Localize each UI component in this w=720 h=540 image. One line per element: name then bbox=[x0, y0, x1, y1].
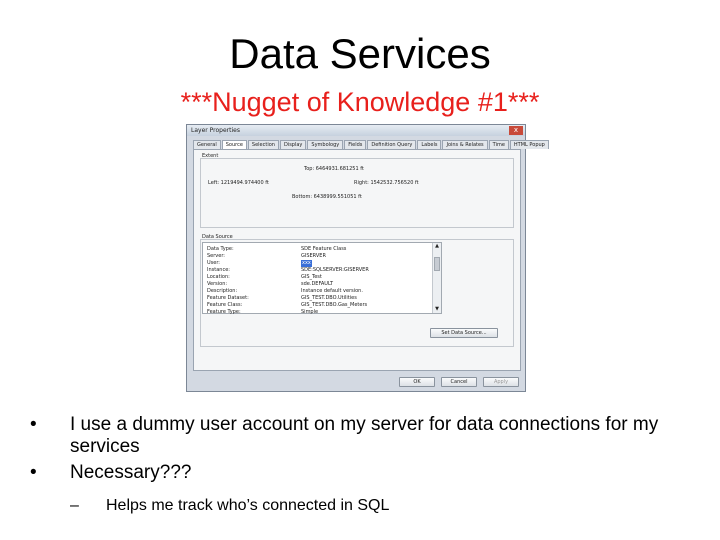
bullet-item bbox=[26, 414, 706, 458]
apply-button[interactable]: Apply bbox=[483, 377, 519, 387]
bullet-glyph: • bbox=[30, 462, 37, 483]
tab-general[interactable]: General bbox=[193, 140, 221, 149]
sub-bullet-text: Helps me track who’s connected in SQL bbox=[106, 497, 390, 514]
data-source-label: Data Source bbox=[202, 234, 233, 240]
list-item: Feature Class: GIS_TEST.DBO.Gas_Meters bbox=[207, 302, 368, 308]
list-item: Feature Dataset: GIS_TEST.DBO.Utilities bbox=[207, 295, 357, 301]
tab-selection[interactable]: Selection bbox=[248, 140, 279, 149]
set-data-source-button[interactable]: Set Data Source... bbox=[430, 328, 498, 338]
sub-bullet-dash: – bbox=[70, 497, 79, 514]
list-item: User: xxx bbox=[207, 260, 311, 266]
extent-top: Top: 6464931.681251 ft bbox=[304, 166, 364, 172]
dialog-title: Layer Properties bbox=[191, 127, 240, 134]
tab-source[interactable]: Source bbox=[222, 140, 247, 150]
list-item: Description: Instance default version. bbox=[207, 288, 363, 294]
data-source-list[interactable] bbox=[202, 242, 442, 314]
tab-joins-relates[interactable]: Joins & Relates bbox=[442, 140, 487, 149]
tab-display[interactable]: Display bbox=[280, 140, 306, 149]
tab-symbology[interactable]: Symbology bbox=[307, 140, 343, 149]
list-item: Version: sde.DEFAULT bbox=[207, 281, 334, 287]
source-panel bbox=[193, 149, 521, 371]
scroll-thumb[interactable] bbox=[434, 257, 440, 271]
dialog-titlebar bbox=[187, 125, 525, 136]
bullet-text: I use a dummy user account on my server for data connections for my services bbox=[70, 414, 659, 457]
list-item: Location: GIS_Test bbox=[207, 274, 322, 280]
layer-properties-dialog bbox=[186, 124, 545, 392]
tab-definition-query[interactable]: Definition Query bbox=[367, 140, 416, 149]
list-scrollbar[interactable] bbox=[432, 243, 441, 313]
extent-bottom: Bottom: 6438999.551051 ft bbox=[292, 194, 362, 200]
slide-title: Data Services bbox=[229, 30, 491, 77]
ok-button[interactable]: OK bbox=[399, 377, 435, 387]
extent-label: Extent bbox=[202, 153, 219, 159]
close-icon[interactable]: x bbox=[509, 126, 523, 135]
bullet-item bbox=[26, 462, 706, 484]
extent-left: Left: 1219494.974400 ft bbox=[208, 180, 269, 186]
list-item: Instance: SDE:SQLSERVER:GISERVER bbox=[207, 267, 369, 273]
list-item: Feature Type: Simple bbox=[207, 309, 319, 315]
cancel-button[interactable]: Cancel bbox=[441, 377, 477, 387]
slide-subtitle: ***Nugget of Knowledge #1*** bbox=[180, 87, 540, 117]
scroll-up-icon[interactable]: ▲ bbox=[435, 243, 439, 249]
extent-right: Right: 1542532.756520 ft bbox=[354, 180, 419, 186]
sub-bullet-item bbox=[26, 496, 706, 516]
tab-html-popup[interactable]: HTML Popup bbox=[510, 140, 549, 149]
bullet-glyph: • bbox=[30, 414, 37, 435]
list-item: Server: GISERVER bbox=[207, 253, 326, 259]
tab-labels[interactable]: Labels bbox=[417, 140, 441, 149]
bullet-list bbox=[26, 414, 706, 516]
bullet-text: Necessary??? bbox=[70, 462, 192, 483]
tab-fields[interactable]: Fields bbox=[344, 140, 366, 149]
tab-time[interactable]: Time bbox=[489, 140, 509, 149]
scroll-down-icon[interactable]: ▼ bbox=[435, 306, 439, 312]
list-item: Data Type: SDE Feature Class bbox=[207, 246, 347, 252]
